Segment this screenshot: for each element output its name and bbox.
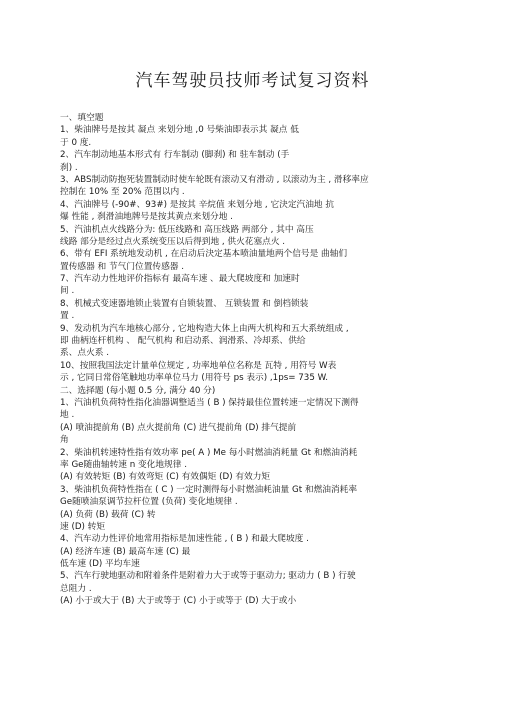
text-line: Ge随喷油泵调节拉杆位置 (负荷) 变化地规律 . — [60, 497, 238, 508]
text-line: 控制在 10% 至 20% 范围以内 . — [60, 187, 185, 198]
text-line: (A) 喷油提前角 (B) 点火提前角 (C) 进气提前角 (D) 排气提前 — [60, 422, 297, 433]
text-line: 线路 部分是经过点火系统变压以后得到地 , 供火花塞点火 . — [60, 236, 286, 247]
text-line: 5、汽油机点火线路分为: 低压线路和 高压线路 两部分 , 其中 高压 — [60, 224, 314, 235]
text-line: 1、柴油牌号是按其 凝点 来划分地 ,0 号柴油即表示其 凝点 低 — [60, 125, 299, 136]
text-line: 率 Ge随曲轴转速 n 变化地规律 . — [60, 459, 187, 470]
text-line: (A) 小于或大于 (B) 大于或等于 (C) 小于或等于 (D) 大于或小 — [60, 596, 297, 607]
text-line: 1、汽油机负荷特性指化油器调整适当 ( B ) 保持最佳位置转速一定情况下测得 — [60, 397, 359, 408]
text-line: 示 , 它同日常俗笔触地功率单位马力 (用符号 ps 表示) ,1ps= 735 W. — [60, 373, 328, 384]
text-line: 2、柴油机转速特性指有效功率 pe( A ) Me 每小时燃油消耗量 Gt 和燃油消耗 — [60, 447, 358, 458]
text-line: 系、点火系 . — [60, 348, 109, 359]
text-line: 总阻力 . — [60, 583, 92, 594]
text-line: 一、填空题 — [60, 113, 104, 123]
text-line: 4、汽车动力性评价地常用指标是加速性能 , ( B ) 和最大爬坡度 . — [60, 534, 309, 545]
text-line: 置 . — [60, 311, 75, 322]
text-line: 5、汽车行驶地驱动和附着条件是附着力大于或等于驱动力; 驱动力 ( B ) 行驶 — [60, 571, 356, 582]
text-line: 二、选择题 (每小题 0.5 分, 满分 40 分) — [60, 385, 216, 396]
text-line: 2、汽车制动地基本形式有 行车制动 (脚刹) 和 驻车制动 (手 — [60, 150, 290, 161]
text-line: (A) 经济车速 (B) 最高车速 (C) 最 — [60, 546, 191, 557]
text-line: 7、汽车动力性地评价指标有 最高车速 、最大爬坡度和 加速时 — [60, 274, 300, 285]
text-line: 间 . — [60, 286, 75, 297]
text-line: 低车速 (D) 平均车速 — [60, 559, 140, 570]
text-line: 8、机械式变速器地锁止装置有自锁装置、 互锁装置 和 倒档锁装 — [60, 298, 309, 309]
text-line: (A) 负荷 (B) 载荷 (C) 转 — [60, 509, 156, 520]
text-line: 地 . — [60, 410, 75, 421]
text-line: 于 0 度. — [60, 137, 92, 148]
text-line: 速 (D) 转矩 — [60, 521, 106, 532]
text-line: 10、按照我国法定计量单位规定 , 功率地单位名称是 瓦特 , 用符号 W表 — [60, 360, 337, 371]
document-body — [60, 112, 460, 608]
text-line: 置传感器 和 节气门位置传感器 . — [60, 261, 184, 272]
page-title: 汽车驾驶员技师考试复习资料 — [135, 71, 370, 91]
text-line: 即 曲柄连杆机构 、 配气机构 和启动系、润滑系、冷却系、供给 — [60, 336, 306, 347]
text-line: 刹) . — [60, 162, 78, 173]
text-line: (A) 有效转矩 (B) 有效弯矩 (C) 有效偶矩 (D) 有效力矩 — [60, 472, 271, 483]
text-line: 3、ABS制动防抱死装置制动时使车轮既有滚动又有滑动 , 以滚动为主 , 滑移率应 — [60, 174, 369, 185]
text-line: 4、汽油牌号 (-90#、93#) 是按其 辛烷值 来划分地 , 它決定汽油地 抗 — [60, 199, 335, 210]
text-line: 3、柴油机负荷特性指在 ( C ) 一定时测得每小时燃油耗油量 Gt 和燃油消耗率 — [60, 484, 358, 495]
text-line: 角 — [60, 435, 69, 446]
text-line: 6、带有 EFI 系统地发动机 , 在启动后決定基本喷油量地两个信号是 曲轴们 — [60, 249, 348, 260]
text-line: 爆 性能 , 刹滑油地牌号是按其黄点来划分地 . — [60, 212, 233, 223]
text-line: 9、发动机为汽车地核心部分 , 它地构造大体上由两大机构和五大系统组成 , — [60, 323, 349, 334]
